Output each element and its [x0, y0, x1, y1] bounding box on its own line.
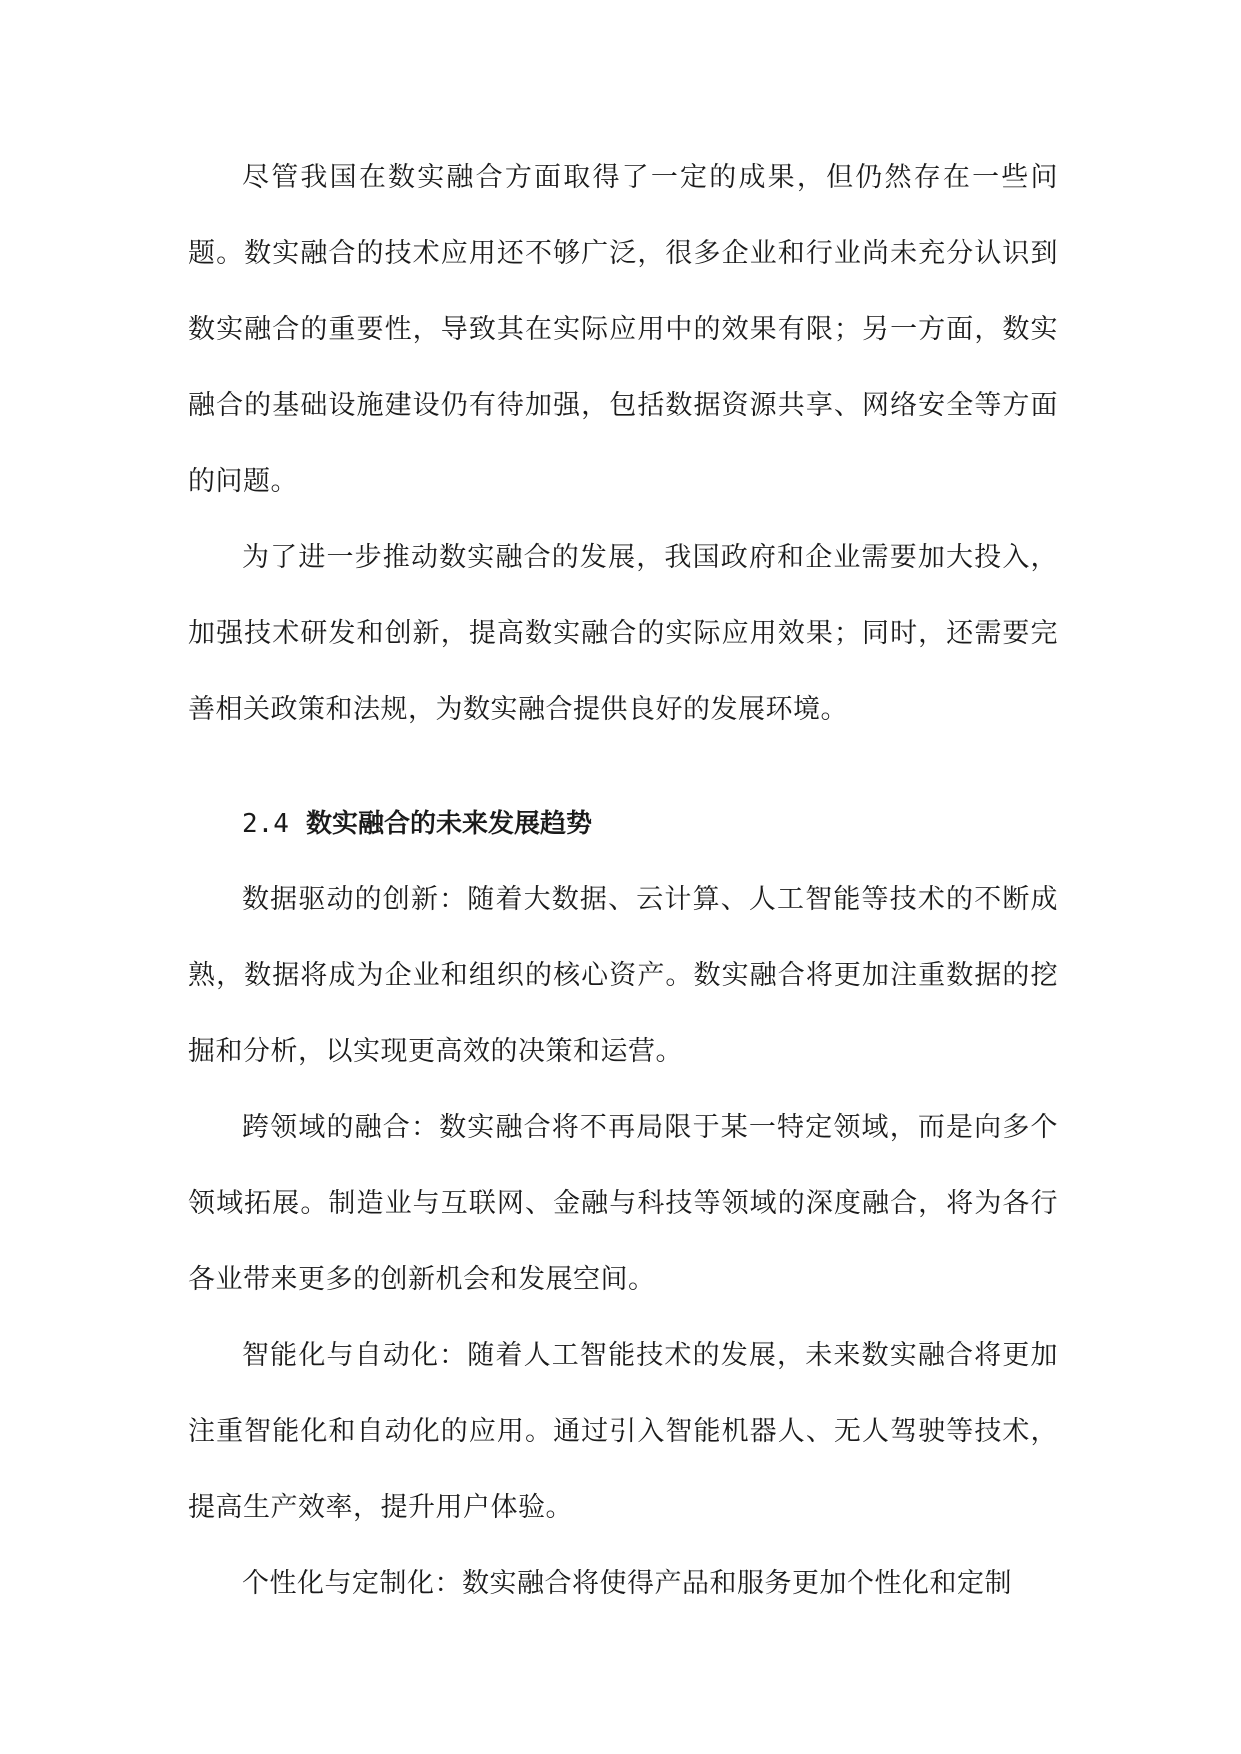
paragraph: 跨领域的融合：数实融合将不再局限于某一特定领域，而是向多个领域拓展。制造业与互联网、金融与科技等领域的深度融合，将为各行各业带来更多的创新机会和发展空间。	[188, 1112, 1058, 1295]
document-body	[188, 140, 1058, 1622]
paragraph: 为了进一步推动数实融合的发展，我国政府和企业需要加大投入，加强技术研发和创新，提高数实融合的实际应用效果；同时，还需要完善相关政策和法规，为数实融合提供良好的发展环境。	[188, 542, 1058, 725]
section-title: 数实融合的未来发展趋势	[306, 809, 593, 839]
section-number: 2.4	[242, 809, 289, 839]
section-heading	[188, 786, 1058, 862]
paragraph: 数据驱动的创新：随着大数据、云计算、人工智能等技术的不断成熟，数据将成为企业和组织的核心资产。数实融合将更加注重数据的挖掘和分析，以实现更高效的决策和运营。	[188, 884, 1058, 1067]
paragraph: 智能化与自动化：随着人工智能技术的发展，未来数实融合将更加注重智能化和自动化的应用。通过引入智能机器人、无人驾驶等技术，提高生产效率，提升用户体验。	[188, 1340, 1058, 1523]
paragraph: 个性化与定制化：数实融合将使得产品和服务更加个性化和定制	[242, 1568, 1012, 1599]
paragraph: 尽管我国在数实融合方面取得了一定的成果，但仍然存在一些问题。数实融合的技术应用还不够广泛，很多企业和行业尚未充分认识到数实融合的重要性，导致其在实际应用中的效果有限；另一方面，数实融合的基础设施建设仍有待加强，包括数据资源共享、网络安全等方面的问题。	[188, 162, 1058, 497]
